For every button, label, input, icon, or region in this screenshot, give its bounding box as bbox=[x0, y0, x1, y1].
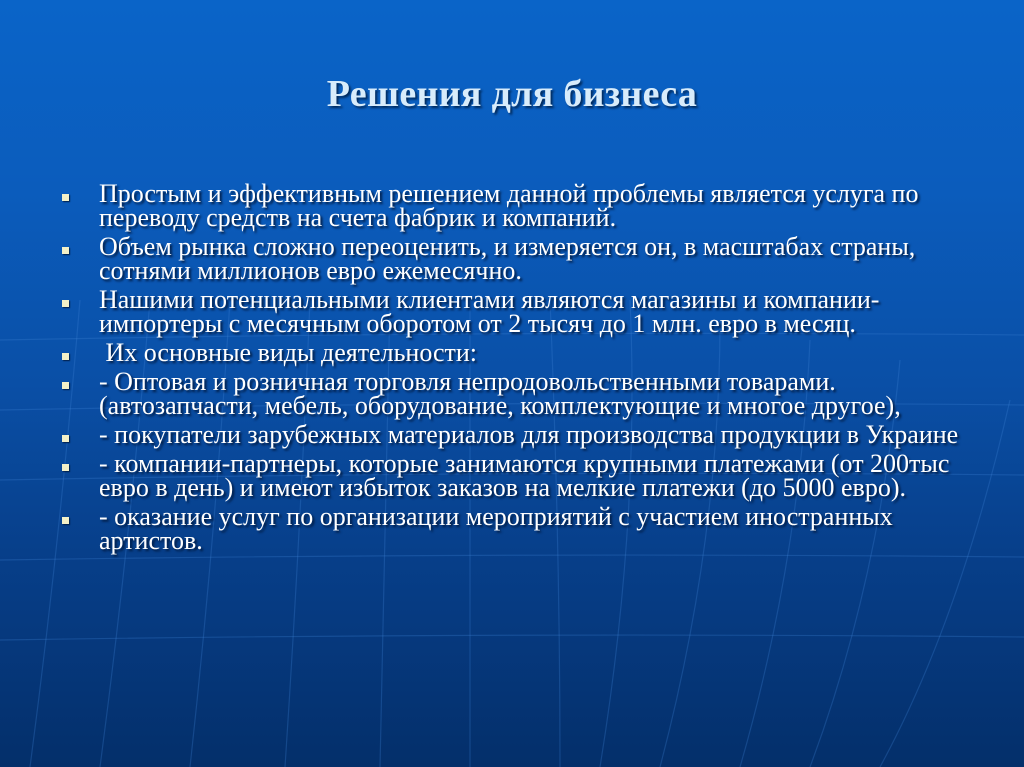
square-bullet-icon bbox=[62, 464, 69, 471]
bullet-item bbox=[60, 285, 980, 338]
bullet-text: - Оптовая и розничная торговля непродовольственными товарами. (автозапчасти, мебель, оборудование, комплектующие и многое другое), bbox=[99, 367, 901, 420]
bullet-text: Объем рынка сложно переоценить, и измеряется он, в масштабах страны, сотнями миллионов евро ежемесячно. bbox=[99, 232, 916, 285]
bullet-text: - компании-партнеры, которые занимаются крупными платежами (от 200тыс евро в день) и имеют избыток заказов на мелкие платежи (до 5000 евро). bbox=[99, 449, 950, 502]
bullet-text: Их основные виды деятельности: bbox=[99, 338, 478, 367]
bullet-list bbox=[60, 179, 980, 558]
bullet-text: - покупатели зарубежных материалов для производства продукции в Украине bbox=[99, 420, 959, 449]
square-bullet-icon bbox=[62, 435, 69, 442]
bullet-item bbox=[60, 179, 980, 232]
bullet-item bbox=[60, 232, 980, 285]
bullet-item bbox=[60, 420, 980, 449]
square-bullet-icon bbox=[62, 353, 69, 360]
bullet-item bbox=[60, 367, 980, 420]
square-bullet-icon bbox=[62, 382, 69, 389]
bullet-item bbox=[60, 449, 980, 502]
bullet-text: Простым и эффективным решением данной проблемы является услуга по переводу средств на счета фабрик и компаний. bbox=[99, 179, 919, 232]
bullet-item bbox=[60, 338, 980, 367]
square-bullet-icon bbox=[62, 517, 69, 524]
bullet-text: - оказание услуг по организации мероприятий с участием иностранных артистов. bbox=[99, 502, 893, 555]
bullet-item bbox=[60, 502, 980, 555]
square-bullet-icon bbox=[62, 247, 69, 254]
square-bullet-icon bbox=[62, 194, 69, 201]
square-bullet-icon bbox=[62, 300, 69, 307]
slide-title: Решения для бизнеса bbox=[326, 73, 698, 115]
bullet-text: Нашими потенциальными клиентами являются магазины и компании-импортеры с месячным оборотом от 2 тысяч до 1 млн. евро в месяц. bbox=[99, 285, 880, 338]
